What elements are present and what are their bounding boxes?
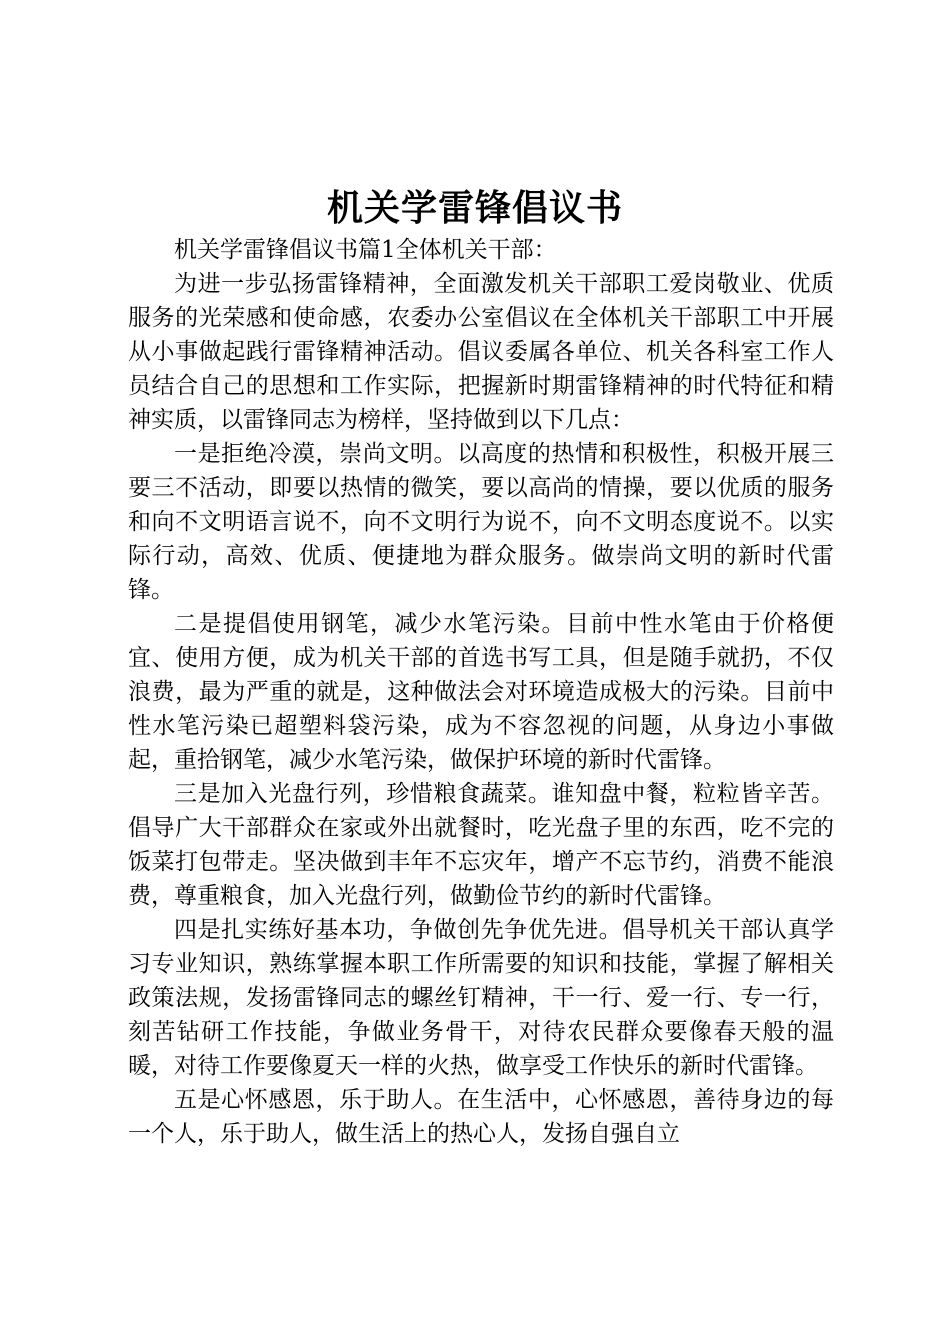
paragraph-point-five: 五是心怀感恩，乐于助人。在生活中，心怀感恩，善待身边的每一个人，乐于助人，做生活上的热心人，发扬自强自立 [128, 1087, 834, 1147]
paragraph-preamble: 为进一步弘扬雷锋精神，全面激发机关干部职工爱岗敬业、优质服务的光荣感和使命感，农委办公室倡议在全体机关干部职工中开展从小事做起践行雷锋精神活动。倡议委属各单位、机关各科室工作人员结合自己的思想和工作实际，把握新时期雷锋精神的时代特征和精神实质，以雷锋同志为榜样，坚持做到以下几点： [128, 271, 834, 433]
paragraph-point-four: 四是扎实练好基本功，争做创先争优先进。倡导机关干部认真学习专业知识，熟练掌握本职工作所需要的知识和技能，掌握了解相关政策法规，发扬雷锋同志的螺丝钉精神，干一行、爱一行、专一行，刻苦钻研工作技能，争做业务骨干，对待农民群众要像春天般的温暖，对待工作要像夏天一样的火热，做享受工作快乐的新时代雷锋。 [128, 917, 834, 1079]
paragraph-point-three: 三是加入光盘行列，珍惜粮食蔬菜。谁知盘中餐，粒粒皆辛苦。倡导广大干部群众在家或外出就餐时，吃光盘子里的东西，吃不完的饭菜打包带走。坚决做到丰年不忘灾年，增产不忘节约，消费不能浪费，尊重粮食，加入光盘行列，做勤俭节约的新时代雷锋。 [128, 781, 834, 909]
paragraph-point-one: 一是拒绝冷漠，崇尚文明。以高度的热情和积极性，积极开展三要三不活动，即要以热情的微笑，要以高尚的情操，要以优质的服务和向不文明语言说不，向不文明行为说不，向不文明态度说不。以实际行动，高效、优质、便捷地为群众服务。做崇尚文明的新时代雷锋。 [128, 441, 834, 603]
paragraph-intro: 机关学雷锋倡议书篇1全体机关干部： [174, 237, 557, 263]
document-body [128, 233, 834, 1151]
paragraph-point-two: 二是提倡使用钢笔，减少水笔污染。目前中性水笔由于价格便宜、使用方便，成为机关干部的首选书写工具，但是随手就扔，不仅浪费，最为严重的就是，这种做法会对环境造成极大的污染。目前中性水笔污染已超塑料袋污染，成为不容忽视的问题，从身边小事做起，重拾钢笔，减少水笔污染，做保护环境的新时代雷锋。 [128, 611, 834, 773]
document-title: 机关学雷锋倡议书 [326, 187, 623, 229]
